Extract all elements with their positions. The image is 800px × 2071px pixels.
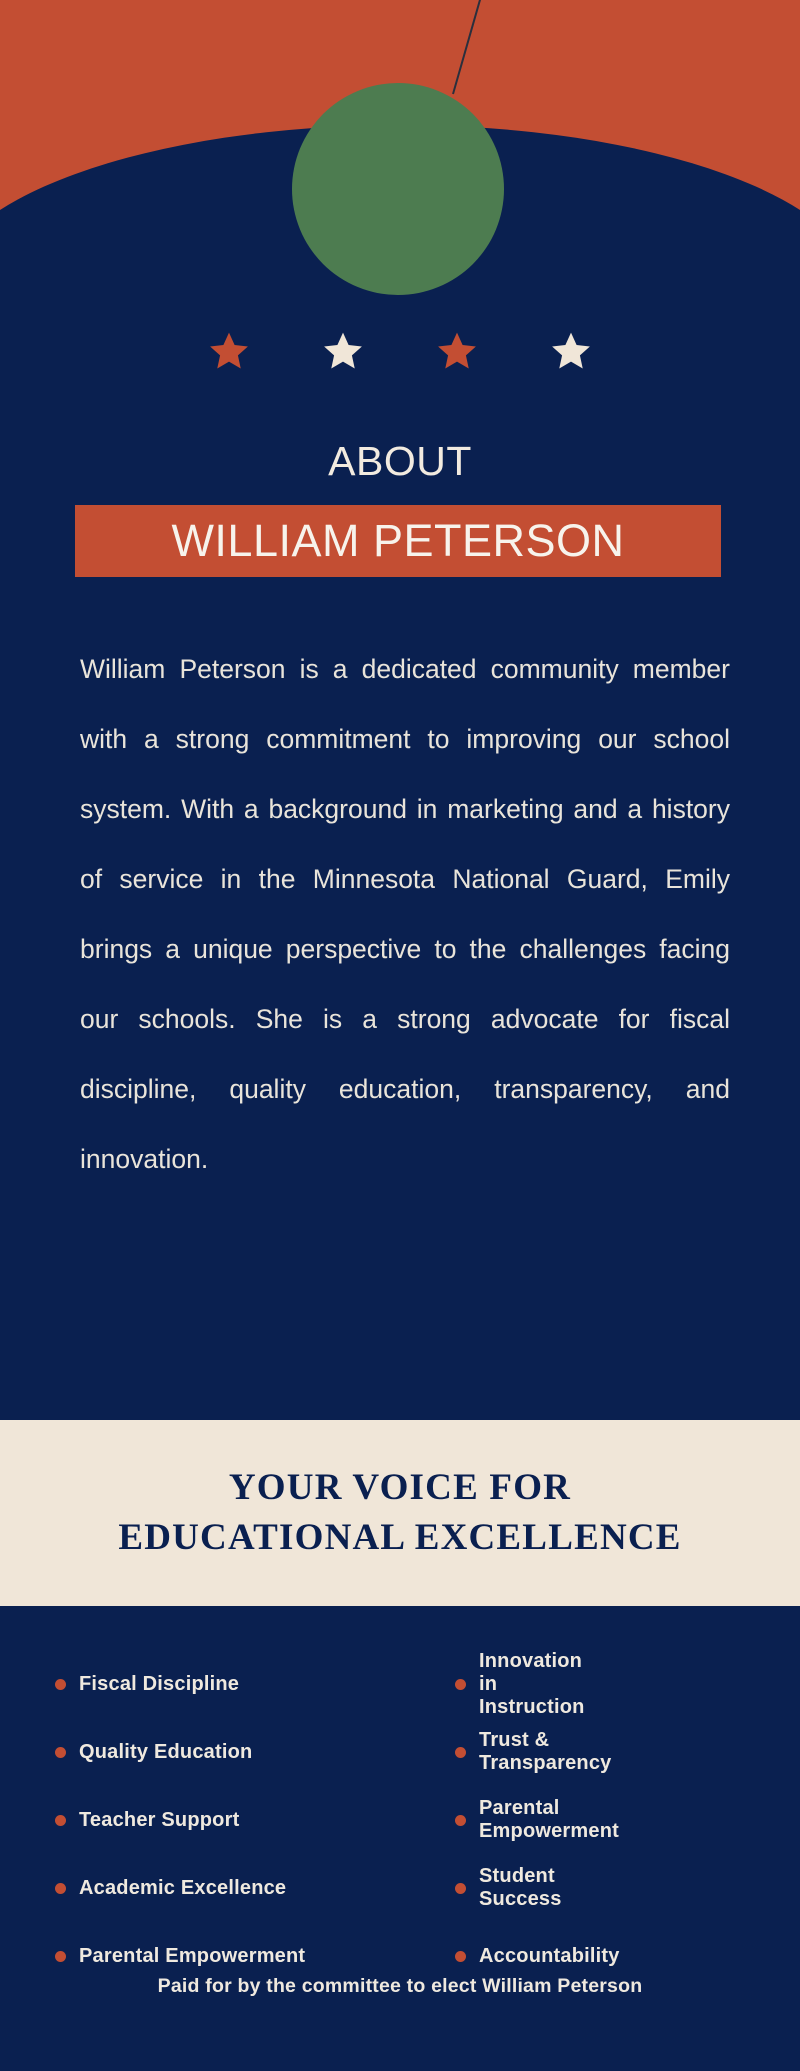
issue-label: Accountability	[479, 1944, 620, 1967]
about-label: ABOUT	[328, 438, 472, 484]
bullet-icon	[55, 1747, 66, 1758]
star-icon-3	[436, 330, 478, 372]
bullet-icon	[455, 1883, 466, 1894]
issue-label: Teacher Support	[79, 1808, 240, 1831]
issue-label: Trust & Transparency	[479, 1729, 612, 1774]
star-icon-1	[208, 330, 250, 372]
bullet-icon	[455, 1815, 466, 1826]
issue-label: Innovation in Instruction	[479, 1649, 585, 1718]
bullet-icon	[455, 1747, 466, 1758]
bio-paragraph: William Peterson is a dedicated community member with a strong commitment to improving our school system. With a background in marketing and a history of service in the Minnesota National Guard, Emily brings a unique perspective to the challenges facing our schools. She is a strong advocate for fiscal discipline, quality education, transparency, and innovation.	[80, 654, 730, 1174]
candidate-name-bar	[75, 505, 721, 577]
issue-label: Fiscal Discipline	[79, 1672, 240, 1695]
bullet-icon	[55, 1951, 66, 1962]
star-icon-2	[322, 330, 364, 372]
bullet-icon	[55, 1679, 66, 1690]
bullet-icon	[455, 1951, 466, 1962]
bullet-icon	[55, 1883, 66, 1894]
candidate-name: WILLIAM PETERSON	[171, 515, 625, 566]
slogan-band	[0, 1420, 800, 1606]
slogan-line-2: EDUCATIONAL EXCELLENCE	[118, 1517, 682, 1558]
bullet-icon	[55, 1815, 66, 1826]
star-row	[0, 330, 800, 372]
bullet-icon	[455, 1679, 466, 1690]
list-item	[455, 1649, 585, 1718]
issues-list	[0, 1650, 800, 1990]
list-item	[455, 1786, 620, 1854]
issue-label: Academic Excellence	[79, 1876, 287, 1899]
candidate-photo	[292, 83, 504, 295]
issue-label: Parental Empowerment	[479, 1797, 620, 1842]
issue-label: Student Success	[479, 1865, 562, 1910]
issue-label: Quality Education	[79, 1740, 253, 1763]
list-item	[455, 1854, 562, 1922]
issue-label: Parental Empowerment	[79, 1944, 306, 1967]
slogan-line-1: YOUR VOICE FOR	[228, 1467, 572, 1508]
star-icon-4	[550, 330, 592, 372]
list-item	[455, 1718, 612, 1786]
footer-disclaimer: Paid for by the committee to elect William Peterson	[157, 1975, 643, 1997]
